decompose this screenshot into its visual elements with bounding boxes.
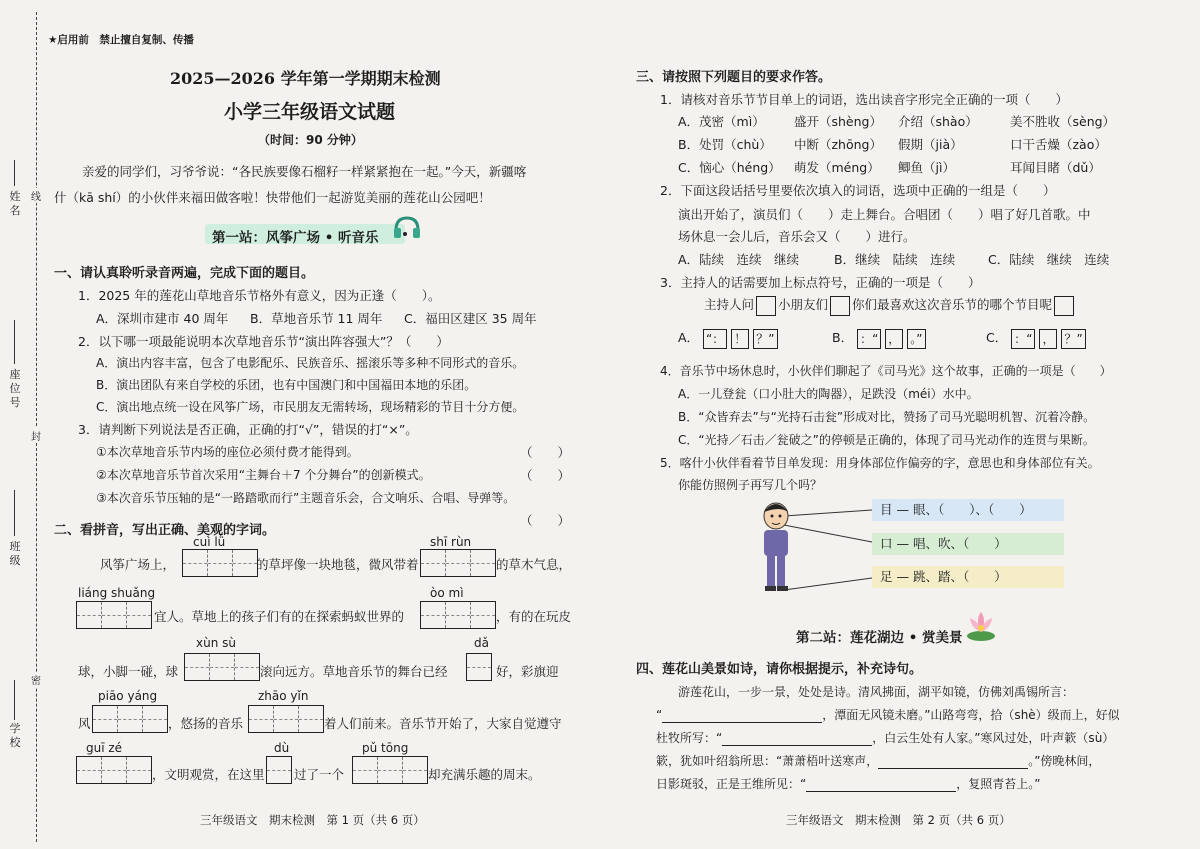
section4-title: 四、莲花山美景如诗，请你根据提示，补充诗句。 — [636, 662, 923, 677]
q3-answer-paren[interactable]: （ ） — [520, 513, 571, 528]
s3-q2-option-b: B．继续 陆续 连续 — [834, 252, 956, 267]
intro-line: 什（kā shí）的小伙伴来福田做客啦！快带他们一起游览美丽的莲花山公园吧！ — [54, 190, 491, 205]
poem-line — [656, 752, 1100, 769]
pinyin-label: pǔ tōng — [362, 741, 409, 755]
char-grid[interactable] — [76, 601, 152, 629]
speech-bubble-eye: 目 — 眼、（ ）、（ ） — [872, 499, 1064, 521]
char-grid[interactable] — [352, 756, 428, 784]
char-grid[interactable] — [420, 549, 496, 577]
option-letter: C． — [986, 330, 1008, 345]
binding-blank — [14, 680, 15, 720]
char-grid[interactable] — [266, 756, 292, 784]
pinyin-label: dǎ — [474, 636, 489, 650]
s3-q3-option-b — [832, 328, 926, 349]
section3-title: 三、请按照下列题目的要求作答。 — [636, 70, 832, 85]
s3-q2-option-c: C．陆续 继续 连续 — [988, 252, 1110, 267]
pinyin-label: liáng shuǎng — [78, 586, 156, 600]
pinyin-label: shī rùn — [430, 535, 472, 549]
option-letter: A． — [678, 330, 700, 345]
passage-text: 着人们前来。音乐节开始了，大家自觉遵守 — [324, 716, 562, 731]
poem-line: 游莲花山，一步一景，处处是诗。清风拂面，湖平如镜，仿佛刘禹锡所言： — [678, 685, 1075, 699]
binding-tick: 封 — [30, 428, 42, 443]
lotus-icon — [962, 606, 1000, 647]
s3-q3-option-c — [986, 328, 1086, 349]
s3-q4-stem: 4．音乐节中场休息时，小伙伴们聊起了《司马光》这个故事，正确的一项是（ ） — [660, 364, 1112, 378]
char-grid[interactable] — [92, 705, 168, 733]
poem-blank[interactable] — [806, 777, 956, 792]
station2-title: 第二站：莲花湖边 • 赏美景 — [796, 630, 963, 646]
s3-q1-cell: 假期（jià） — [898, 137, 963, 152]
punct-option-box: ：“ — [857, 329, 881, 349]
pinyin-label: piāo yáng — [98, 689, 158, 703]
s3-q3-stem: 3．主持人的话需要加上标点符号，正确的一项是（ ） — [660, 275, 981, 290]
s3-q1-cell: B．处罚（chù） — [678, 137, 772, 152]
binding-label-seat: 座位号 — [9, 368, 21, 409]
s3-q1-stem: 1．请核对音乐节节目单上的词语，选出读音字形完全正确的一项（ ） — [660, 92, 1068, 107]
punct-blank[interactable] — [830, 296, 850, 316]
s3-q5-stem: 你能仿照例子再写几个吗？ — [678, 478, 823, 492]
passage-text: 球，小脚一碰，球 — [78, 664, 179, 679]
s3-q2-stem: 2．下面这段话括号里要依次填入的词语，选项中正确的一组是（ ） — [660, 183, 1056, 198]
poem-text: 杜牧所写：“ — [656, 731, 723, 745]
passage-text: 过了一个 — [294, 767, 345, 782]
sentence-part: 你们最喜欢这次音乐节的哪个节目呢 — [852, 297, 1053, 312]
passage-text: 风筝广场上， — [100, 557, 176, 572]
s3-q1-cell: 鲫鱼（jì） — [898, 160, 955, 175]
poem-text: ，白云生处有人家。”寒风过处，叶声簌（sù） — [872, 731, 1115, 745]
binding-line — [36, 12, 37, 842]
poem-line — [656, 775, 1040, 792]
s3-q5-stem: 5．喀什小伙伴看着节目单发现：用身体部位作偏旁的字，意思也和身体部位有关。 — [660, 456, 1100, 470]
char-grid[interactable] — [248, 705, 324, 733]
char-grid[interactable] — [76, 756, 152, 784]
q3-stem: 3．请判断下列说法是否正确，正确的打“√”，错误的打“×”。 — [78, 422, 418, 437]
char-grid[interactable] — [184, 653, 260, 681]
punct-blank[interactable] — [756, 296, 776, 316]
s3-q3-option-a — [678, 328, 778, 349]
s3-q2-passage: 场休息一会儿后，音乐会又（ ）进行。 — [678, 229, 916, 244]
page1-footer: 三年级语文 期末检测 第 1 页（共 6 页） — [200, 813, 425, 827]
char-grid[interactable] — [466, 653, 492, 681]
passage-text: ，文明观赏，在这里 — [152, 767, 265, 782]
section2-title: 二、看拼音，写出正确、美观的字词。 — [54, 523, 276, 538]
exam-title: 2025—2026 学年第一学期期末检测 — [170, 69, 441, 88]
punct-option-box: “： — [703, 329, 727, 349]
poem-blank[interactable] — [878, 754, 1028, 769]
q1-option-b: B．草地音乐节 11 周年 — [250, 311, 383, 326]
q2-stem: 2．以下哪一项最能说明本次草地音乐节“演出阵容强大”？（ ） — [78, 334, 449, 349]
char-grid[interactable] — [420, 601, 496, 629]
q3-answer-paren[interactable]: （ ） — [520, 468, 571, 483]
s3-q1-cell: 美不胜收（sèng） — [1010, 114, 1116, 129]
binding-tick: 密 — [30, 672, 42, 687]
binding-blank — [14, 320, 15, 364]
s3-q1-cell: 口干舌燥（zào） — [1010, 137, 1107, 152]
passage-text: 滚向远方。草地音乐节的舞台已经 — [260, 664, 448, 679]
char-grid[interactable] — [182, 549, 258, 577]
section1-title: 一、请认真聆听录音两遍，完成下面的题目。 — [54, 266, 315, 281]
s3-q3-sentence — [704, 294, 1076, 316]
pinyin-label: zhāo yǐn — [258, 689, 309, 703]
s3-q1-cell: 萌发（méng） — [794, 160, 880, 175]
poem-text: ，潭面无风镜未磨。”山路弯弯，拾（shè）级而上，好似 — [822, 708, 1120, 722]
option-letter: B． — [832, 330, 854, 345]
speech-bubble-foot: 足 — 跳、踏、（ ） — [872, 566, 1064, 588]
headphones-icon — [392, 214, 422, 245]
passage-text: ，有的在玩皮 — [496, 609, 572, 624]
s3-q1-cell: 中断（zhōng） — [794, 137, 882, 152]
s3-q4-option-b: B．“众皆弃去”与“光持石击瓮”形成对比，赞扬了司马光聪明机智、沉着冷静。 — [678, 410, 1096, 424]
passage-text: 的草坪像一块地毯，微风带着 — [256, 557, 419, 572]
pinyin-label: guī zé — [86, 741, 123, 755]
passage-text: 宜人。草地上的孩子们有的在探索蚂蚁世界的 — [154, 609, 405, 624]
punct-option-box: ？” — [753, 329, 777, 349]
binding-label-school: 学校 — [9, 722, 21, 749]
punct-option-box: ！ — [731, 329, 749, 349]
punct-option-box: ， — [1039, 329, 1057, 349]
poem-blank[interactable] — [722, 731, 872, 746]
binding-label-name: 姓名 — [9, 190, 21, 217]
s3-q1-cell: A．茂密（mì） — [678, 114, 765, 129]
punct-option-box: ？” — [1061, 329, 1085, 349]
binding-blank — [14, 490, 15, 536]
sentence-part: 主持人问 — [704, 297, 755, 312]
speech-bubble-mouth: 口 — 唱、吹、（ ） — [872, 533, 1064, 555]
binding-tick: 线 — [30, 188, 42, 203]
pinyin-label: dù — [274, 741, 290, 755]
punct-blank[interactable] — [1054, 296, 1074, 316]
s3-q4-option-c: C．“光持／石击／瓮破之”的停顿是正确的，体现了司马光动作的连贯与果断。 — [678, 433, 1095, 447]
passage-text: 风 — [78, 716, 91, 731]
poem-text: 簌，犹如叶绍翁所思：“萧萧梧叶送寒声， — [656, 754, 879, 768]
s3-q4-option-a: A．一儿登瓮（口小肚大的陶器），足跌没（méi）水中。 — [678, 387, 979, 401]
poem-line — [656, 729, 1114, 746]
passage-text: 的草木气息， — [496, 557, 572, 572]
q1-option-a: A．深圳市建市 40 周年 — [96, 311, 229, 326]
q3-item: ③本次音乐节压轴的是“一路踏歌而行”主题音乐会，合文响乐、合唱、导弹等。 — [96, 491, 516, 505]
s3-q2-passage: 演出开始了，演员们（ ）走上舞台。合唱团（ ）唱了好几首歌。中 — [678, 207, 1091, 222]
binding-blank — [14, 160, 15, 186]
q2-option-b: B．演出团队有来自学校的乐团，也有中国澳门和中国福田本地的乐团。 — [96, 378, 477, 392]
passage-text: 好，彩旗迎 — [496, 664, 559, 679]
s3-q2-option-a: A．陆续 连续 继续 — [678, 252, 800, 267]
q2-option-a: A．演出内容丰富，包含了电影配乐、民族音乐、摇滚乐等多种不同形式的音乐。 — [96, 356, 525, 370]
poem-line: “ ，潭面无风镜未磨。”山路弯弯，拾（shè）级而上，好似 — [656, 708, 1120, 722]
passage-text: ，悠扬的音乐 — [168, 716, 244, 731]
intro-line: 亲爱的同学们，习爷爷说：“各民族要像石榴籽一样紧紧抱在一起。”今天，新疆喀 — [82, 164, 527, 179]
station1-title: 第一站：风筝广场 • 听音乐 — [212, 230, 379, 246]
pinyin-label: òo mì — [430, 586, 464, 600]
confidential-notice: ★启用前 禁止擅自复制、传播 — [48, 34, 194, 46]
poem-text: ，复照青苔上。” — [956, 777, 1041, 791]
poem-text: 日影斑驳，正是王维所见：“ — [656, 777, 807, 791]
boy-illustration — [750, 498, 880, 598]
page2-footer: 三年级语文 期末检测 第 2 页（共 6 页） — [786, 813, 1011, 827]
s3-q1-cell: C．恼心（héng） — [678, 160, 781, 175]
passage-text: 却充满乐趣的周末。 — [428, 767, 541, 782]
q3-item: ②本次草地音乐节首次采用“主舞台＋7 个分舞台”的创新模式。 — [96, 468, 431, 482]
subject-title: 小学三年级语文试题 — [224, 101, 396, 123]
s3-q1-cell: 耳闻目睹（dǔ） — [1010, 160, 1101, 175]
pinyin-label: xùn sù — [196, 636, 236, 650]
q3-answer-paren[interactable]: （ ） — [520, 445, 571, 460]
time-note: （时间：90 分钟） — [258, 133, 363, 147]
punct-option-box: ， — [885, 329, 903, 349]
poem-blank[interactable] — [662, 708, 822, 723]
q1-option-c: C．福田区建区 35 周年 — [404, 311, 537, 326]
punct-option-box: ：“ — [1011, 329, 1035, 349]
q2-option-c: C．演出地点统一设在风筝广场，市民朋友无需转场，现场精彩的节目十分方便。 — [96, 400, 525, 414]
q3-item: ①本次草地音乐节内场的座位必须付费才能得到。 — [96, 445, 359, 459]
q1-stem: 1．2025 年的莲花山草地音乐节格外有意义，因为正逢（ ）。 — [78, 288, 441, 303]
pinyin-label: cuì lǜ — [193, 535, 226, 549]
binding-label-class: 班级 — [9, 540, 21, 567]
sentence-part: 小朋友们 — [778, 297, 829, 312]
s3-q1-cell: 盛开（shèng） — [794, 114, 882, 129]
punct-option-box: 。” — [907, 329, 925, 349]
poem-text: 。”傍晚林间， — [1028, 754, 1101, 768]
s3-q1-cell: 介绍（shào） — [898, 114, 978, 129]
